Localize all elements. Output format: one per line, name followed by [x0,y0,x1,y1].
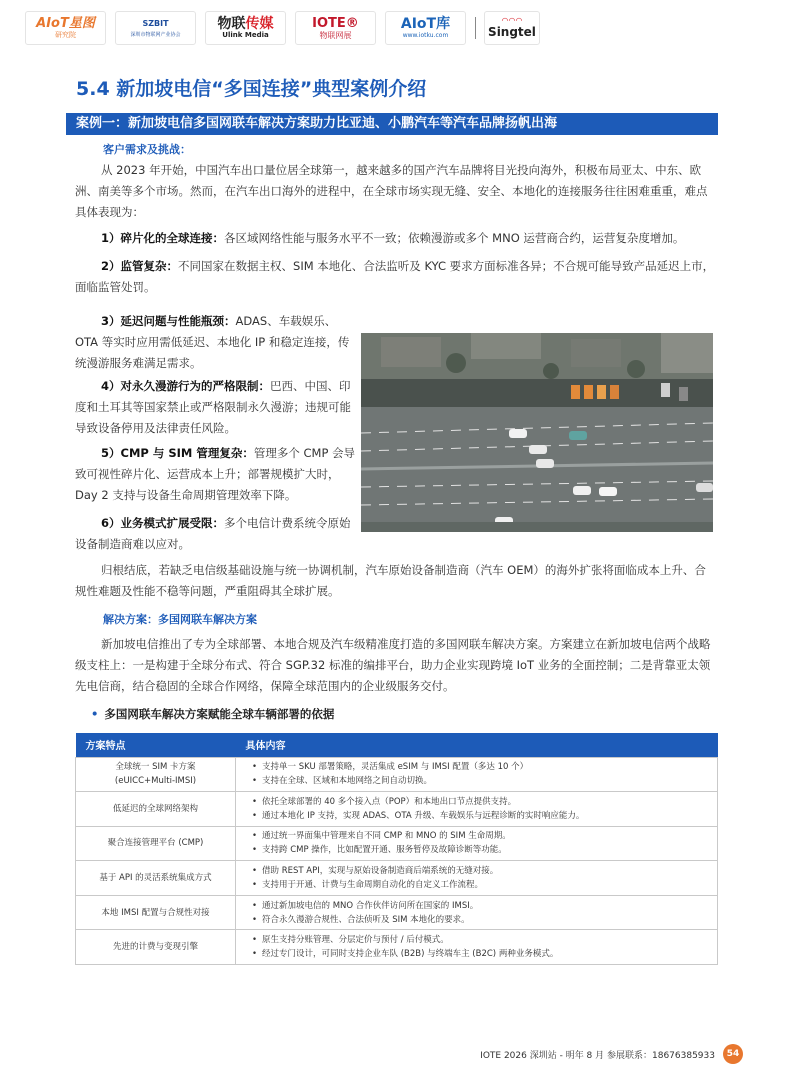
table-cell-feature: 先进的计费与变现引擎 [76,930,236,965]
solution-feature-table [75,733,718,965]
section-title: 5.4 新加坡电信“多国连接”典型案例介绍 [76,78,427,100]
table-row [76,895,718,930]
table-cell-feature: 聚合连接管理平台 (CMP) [76,826,236,861]
table-row [76,757,718,792]
iote-logo: IOTE® 物联网展 [295,11,376,45]
table-cell-feature: 本地 IMSI 配置与合规性对接 [76,895,236,930]
table-cell-detail: • 依托全球部署的 40 多个接入点（POP）和本地出口节点提供支持。 • 通过本地化 IP 支持，实现 ADAS、OTA 升级、车载娱乐与远程诊断的实时响应能力。 [236,792,718,827]
highway-aerial-photo [361,333,713,532]
solution-heading: 解决方案：多国网联车解决方案 [103,613,257,626]
table-header-row [76,733,718,757]
table-cell-detail: • 原生支持分账管理、分层定价与预付 / 后付模式。 • 经过专门设计，可同时支持企业车队 (B2B) 与终端车主 (B2C) 两种业务模式。 [236,930,718,965]
aiot-research-logo: AIoT星图 研究院 [25,11,106,45]
table-cell-detail: • 通过统一界面集中管理来自不同 CMP 和 MNO 的 SIM 生命周期。 • 支持跨 CMP 操作，比如配置开通、服务暂停及故障诊断等功能。 [236,826,718,861]
table-row [76,792,718,827]
table-cell-feature: 低延迟的全球网络架构 [76,792,236,827]
table-title: • 多国网联车解决方案赋能全球车辆部署的依据 [91,707,335,721]
table-row [76,826,718,861]
customer-needs-heading: 客户需求及挑战： [103,143,191,156]
aiotku-logo: AIoT库 www.iotku.com [385,11,466,45]
case-banner: 案例一：新加坡电信多国网联车解决方案助力比亚迪、小鹏汽车等汽车品牌扬帆出海 [66,113,718,135]
table-header-feature: 方案特点 [76,733,236,757]
page-footer [480,1044,743,1064]
solution-text: 新加坡电信推出了专为全球部署、本地合规及汽车级精准度打造的多国网联车解决方案。方案建立在新加坡电信两个战略级支柱上：一是构建于全球分布式、符合 SGP.32 标准的编排平台，助力企业实现跨境 IoT 业务的全面控制；二是背靠亚太领先电信商，结合稳固的全球合作网络，保障全球范围内的企业级服务交付。 [75,637,711,693]
challenge-point-6: 6）业务模式扩展受限：多个电信计费系统令原始设备制造商难以应对。 [75,516,351,551]
singtel-wave-icon: ◠◠◠ [501,16,523,25]
footer-text: IOTE 2026 深圳站 - 明年 8 月 参展联系：18676385933 [480,1050,715,1061]
challenge-point-4: 4）对永久漫游行为的严格限制：巴西、中国、印度和土耳其等国家禁止或严格限制永久漫游；违规可能导致设备停用及法律责任风险。 [75,379,351,435]
challenge-point-1: 1）碎片化的全球连接：各区域网络性能与服务水平不一致；依赖漫游或多个 MNO 运营商合约，运营复杂度增加。 [101,231,685,245]
table-header-detail: 具体内容 [236,733,718,757]
highway-photo-illustration [361,333,713,532]
table-cell-detail: • 支持单一 SKU 部署策略，灵活集成 eSIM 与 IMSI 配置（多达 10 个） • 支持在全球、区域和本地网络之间自动切换。 [236,757,718,792]
challenge-point-3: 3）延迟问题与性能瓶颈：ADAS、车载娱乐、OTA 等实时应用需低延迟、本地化 IP 和稳定连接，传统漫游服务难满足需求。 [75,314,350,370]
singtel-logo: ◠◠◠ Singtel [484,11,540,45]
challenge-summary: 归根结底，若缺乏电信级基础设施与统一协调机制，汽车原始设备制造商（汽车 OEM）的海外扩张将面临成本上升、合规性难题及性能不稳等问题，严重阻碍其全球扩展。 [75,563,706,598]
challenge-point-2: 2）监管复杂：不同国家在数据主权、SIM 本地化、合法监听及 KYC 要求方面标准各异；不合规可能导致产品延迟上市，面临监管处罚。 [75,259,715,294]
page-number-badge: 54 [723,1044,743,1064]
table-row [76,861,718,896]
challenge-point-5: 5）CMP 与 SIM 管理复杂：管理多个 CMP 会导致可视性碎片化、运营成本上升；部署规模扩大时，Day 2 支持与设备生命周期管理效率下降。 [75,446,356,502]
szbit-logo: SZBIT 深圳市物联网产业协会 [115,11,196,45]
bullet-dot-icon: • [91,707,99,721]
ulink-media-logo: 物联传媒 Ulink Media [205,11,286,45]
table-cell-feature: 全球统一 SIM 卡方案 (eUICC+Multi-IMSI) [76,757,236,792]
table-cell-detail: • 借助 REST API，实现与原始设备制造商后端系统的无缝对接。 • 支持用于开通、计费与生命周期自动化的自定义工作流程。 [236,861,718,896]
table-cell-feature: 基于 API 的灵活系统集成方式 [76,861,236,896]
table-cell-detail: • 通过新加坡电信的 MNO 合作伙伴访问所在国家的 IMSI。 • 符合永久漫游合规性、合法侦听及 SIM 本地化的要求。 [236,895,718,930]
logo-divider [475,17,476,39]
partner-logo-bar [25,10,549,46]
customer-needs-intro: 从 2023 年开始，中国汽车出口量位居全球第一，越来越多的国产汽车品牌将目光投向海外，积极布局亚太、中东、欧洲、南美等多个市场。然而，在汽车出口海外的进程中，在全球市场实现无缝、安全、本地化的连接服务往往困难重重，难点具体表现为： [75,163,708,219]
table-row [76,930,718,965]
